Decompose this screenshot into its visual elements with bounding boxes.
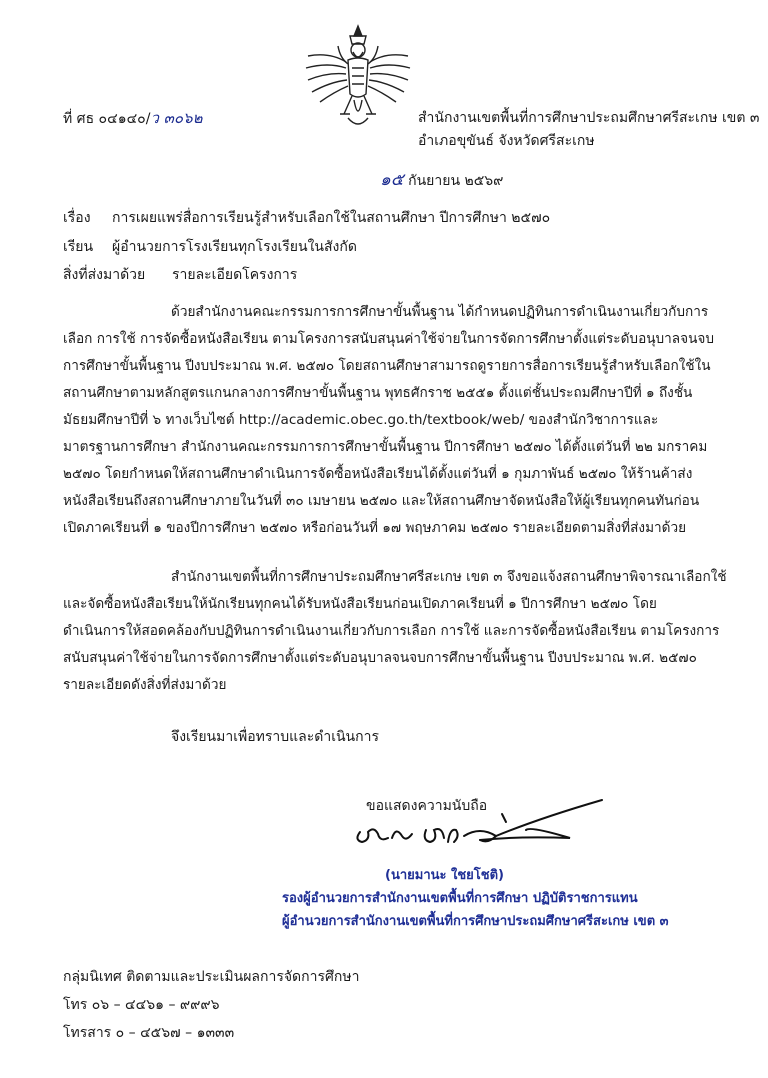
subject-label: เรื่อง bbox=[63, 210, 91, 226]
paragraph-line: การศึกษาขั้นพื้นฐาน ปีงบประมาณ พ.ศ. ๒๕๗๐ โดยสถานศึกษาสามารถดูรายการสื่อการเรียนรู้สำหรับเลือกใช้ใน bbox=[63, 358, 711, 374]
paragraph-line: เลือก การใช้ การจัดซื้อหนังสือเรียน ตามโครงการสนับสนุนค่าใช้จ่ายในการจัดการศึกษาตั้งแต่ระดับอนุบาลจนจบ bbox=[63, 331, 714, 347]
office-location: อำเภอขุขันธ์ จังหวัดศรีสะเกษ bbox=[418, 133, 595, 149]
paragraph-line: และจัดซื้อหนังสือเรียนให้นักเรียนทุกคนได้รับหนังสือเรียนก่อนเปิดภาคเรียนที่ ๑ ปีการศึกษา ๒๕๗๐ โดย bbox=[63, 596, 657, 612]
subject-text: การเผยแพร่สื่อการเรียนรู้สำหรับเลือกใช้ในสถานศึกษา ปีการศึกษา ๒๕๗๐ bbox=[112, 210, 551, 226]
fax-number: โทรสาร ๐ – ๔๕๖๗ – ๑๓๓๓ bbox=[63, 1025, 235, 1041]
signer-name: (นายมานะ ใชยโชติ) bbox=[385, 868, 504, 883]
reference-prefix: ที่ ศธ ๐๔๑๔๐/ bbox=[63, 111, 151, 127]
date-day-handwritten: ๑๕ bbox=[380, 170, 404, 190]
reference-handwritten: ว ๓๐๖๒ bbox=[150, 109, 203, 127]
paragraph-line: สำนักงานเขตพื้นที่การศึกษาประถมศึกษาศรีสะเกษ เขต ๓ จึงขอแจ้งสถานศึกษาพิจารณาเลือกใช้ bbox=[171, 569, 727, 585]
paragraph-line: ดำเนินการให้สอดคล้องกับปฏิทินการดำเนินงานเกี่ยวกับการเลือก การใช้ และการจัดซื้อหนังสือเรียน ตามโครงการ bbox=[63, 623, 720, 639]
handwritten-signature bbox=[330, 796, 620, 856]
reference-number bbox=[63, 108, 202, 129]
enclosure-text: รายละเอียดโครงการ bbox=[172, 267, 298, 283]
paragraph-line: รายละเอียดดังสิ่งที่ส่งมาด้วย bbox=[63, 677, 227, 693]
phone-number: โทร ๐๖ – ๔๔๖๑ – ๙๙๙๖ bbox=[63, 997, 220, 1013]
paragraph-line: สนับสนุนค่าใช้จ่ายในการจัดการศึกษาตั้งแต่ระดับอนุบาลจนจบการศึกษาขั้นพื้นฐาน ปีงบประมาณ พ.ศ. ๒๕๗๐ bbox=[63, 650, 697, 666]
paragraph-line: มาตรฐานการศึกษา สำนักงานคณะกรรมการการศึกษาขั้นพื้นฐาน ปีการศึกษา ๒๕๗๐ ได้ตั้งแต่วันที่ ๒๒ มกราคม bbox=[63, 439, 708, 455]
office-name: สำนักงานเขตพื้นที่การศึกษาประถมศึกษาศรีสะเกษ เขต ๓ bbox=[418, 110, 760, 126]
signer-title-line1: รองผู้อำนวยการสำนักงานเขตพื้นที่การศึกษา ปฏิบัติราชการแทน bbox=[282, 891, 638, 906]
paragraph-line: มัธยมศึกษาปีที่ ๖ ทางเว็บไซต์ http://academic.obec.go.th/textbook/web/ ของสำนักวิชาการและ bbox=[63, 412, 659, 428]
department-name: กลุ่มนิเทศ ติดตามและประเมินผลการจัดการศึกษา bbox=[63, 969, 360, 985]
to-text: ผู้อำนวยการโรงเรียนทุกโรงเรียนในสังกัด bbox=[112, 239, 357, 255]
signer-title-line2: ผู้อำนวยการสำนักงานเขตพื้นที่การศึกษาประถมศึกษาศรีสะเกษ เขต ๓ bbox=[282, 914, 669, 929]
to-label: เรียน bbox=[63, 239, 94, 255]
letter-date bbox=[380, 170, 503, 191]
paragraph-line: สถานศึกษาตามหลักสูตรแกนกลางการศึกษาขั้นพื้นฐาน พุทธศักราช ๒๕๕๑ ตั้งแต่ชั้นประถมศึกษาปีที่ ๑ ถึงชั้น bbox=[63, 385, 693, 401]
paragraph-line: หนังสือเรียนถึงสถานศึกษาภายในวันที่ ๓๐ เมษายน ๒๕๗๐ และให้สถานศึกษาจัดหนังสือให้ผู้เรียนทุกคนทันก่อน bbox=[63, 493, 700, 509]
paragraph-line: ด้วยสำนักงานคณะกรรมการการศึกษาขั้นพื้นฐาน ได้กำหนดปฏิทินการดำเนินงานเกี่ยวกับการ bbox=[171, 304, 709, 320]
garuda-emblem-icon bbox=[300, 22, 416, 134]
date-month-year: กันยายน ๒๕๖๙ bbox=[408, 173, 504, 189]
enclosure-label: สิ่งที่ส่งมาด้วย bbox=[63, 267, 146, 283]
paragraph-line: ๒๕๗๐ โดยกำหนดให้สถานศึกษาดำเนินการจัดซื้อหนังสือเรียนได้ตั้งแต่วันที่ ๑ กุมภาพันธ์ ๒๕๗๐ ให้ร้านค้าส่ง bbox=[63, 466, 693, 482]
regards-text: ขอแสดงความนับถือ bbox=[366, 798, 488, 814]
closing-line: จึงเรียนมาเพื่อทราบและดำเนินการ bbox=[171, 729, 379, 745]
paragraph-line: เปิดภาคเรียนที่ ๑ ของปีการศึกษา ๒๕๗๐ หรือก่อนวันที่ ๑๗ พฤษภาคม ๒๕๗๐ รายละเอียดตามสิ่งที่ส่งมาด้วย bbox=[63, 520, 687, 536]
